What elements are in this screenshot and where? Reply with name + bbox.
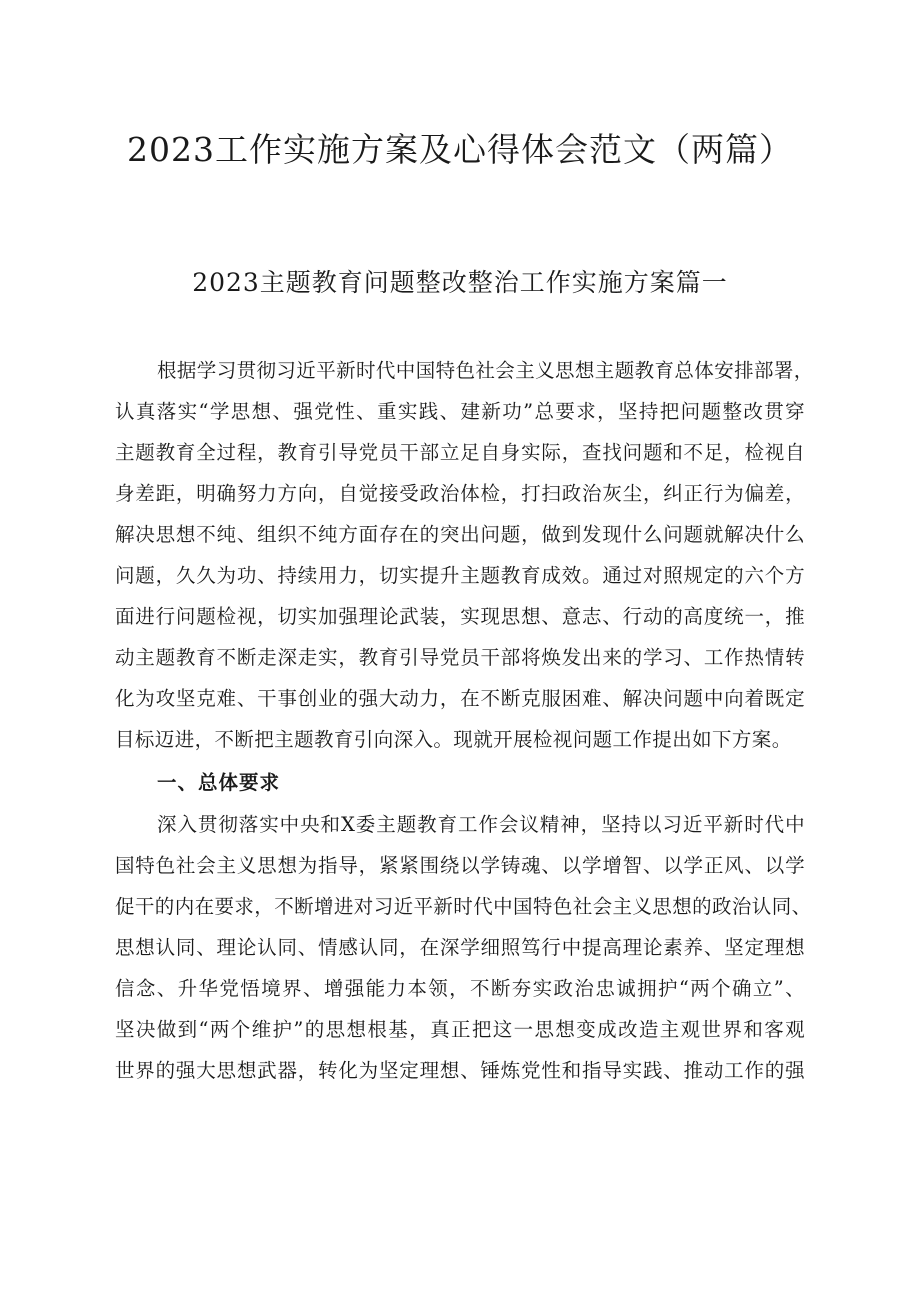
paragraph-line: 身差距，明确努力方向，自觉接受政治体检，打扫政治灰尘，纠正行为偏差， [115,482,805,505]
paragraph-line: 问题，久久为功、持续用力，切实提升主题教育成效。通过对照规定的六个方 [115,564,805,587]
paragraph-line: 世界的强大思想武器，转化为坚定理想、锤炼党性和指导实践、推动工作的强 [115,1059,805,1082]
section-title: 2023主题教育问题整改整治工作实施方案篇一 [192,268,728,297]
section-heading: 一、总体要求 [157,771,281,794]
paragraph-line: 面进行问题检视，切实加强理论武装，实现思想、意志、行动的高度统一，推 [115,605,805,628]
paragraph-line: 思想认同、理论认同、情感认同，在深学细照笃行中提高理论素养、坚定理想 [115,936,805,959]
paragraph-line: 认真落实“学思想、强党性、重实践、建新功”总要求，坚持把问题整改贯穿 [115,400,805,423]
paragraph-line: 主题教育全过程，教育引导党员干部立足自身实际，查找问题和不足，检视自 [115,441,805,464]
document-title: 2023工作实施方案及心得体会范文（两篇） [127,130,793,169]
paragraph-line: 促干的内在要求，不断增进对习近平新时代中国特色社会主义思想的政治认同、 [115,895,812,918]
paragraph-line: 国特色社会主义思想为指导，紧紧围绕以学铸魂、以学增智、以学正风、以学 [115,854,805,877]
paragraph-line: 化为攻坚克难、干事创业的强大动力，在不断克服困难、解决问题中向着既定 [115,687,805,710]
paragraph-line: 根据学习贯彻习近平新时代中国特色社会主义思想主题教育总体安排部署， [157,359,814,382]
paragraph-line: 动主题教育不断走深走实，教育引导党员干部将焕发出来的学习、工作热情转 [115,646,805,669]
paragraph-line: 坚决做到“两个维护”的思想根基，真正把这一思想变成改造主观世界和客观 [115,1018,805,1041]
paragraph-line: 深入贯彻落实中央和X委主题教育工作会议精神，坚持以习近平新时代中 [157,813,805,836]
paragraph-line: 解决思想不纯、组织不纯方面存在的突出问题，做到发现什么问题就解决什么 [115,523,805,546]
paragraph-line: 目标迈进，不断把主题教育引向深入。现就开展检视问题工作提出如下方案。 [115,728,792,751]
paragraph-line: 信念、升华党悟境界、增强能力本领，不断夯实政治忠诚拥护“两个确立”、 [115,977,805,1000]
